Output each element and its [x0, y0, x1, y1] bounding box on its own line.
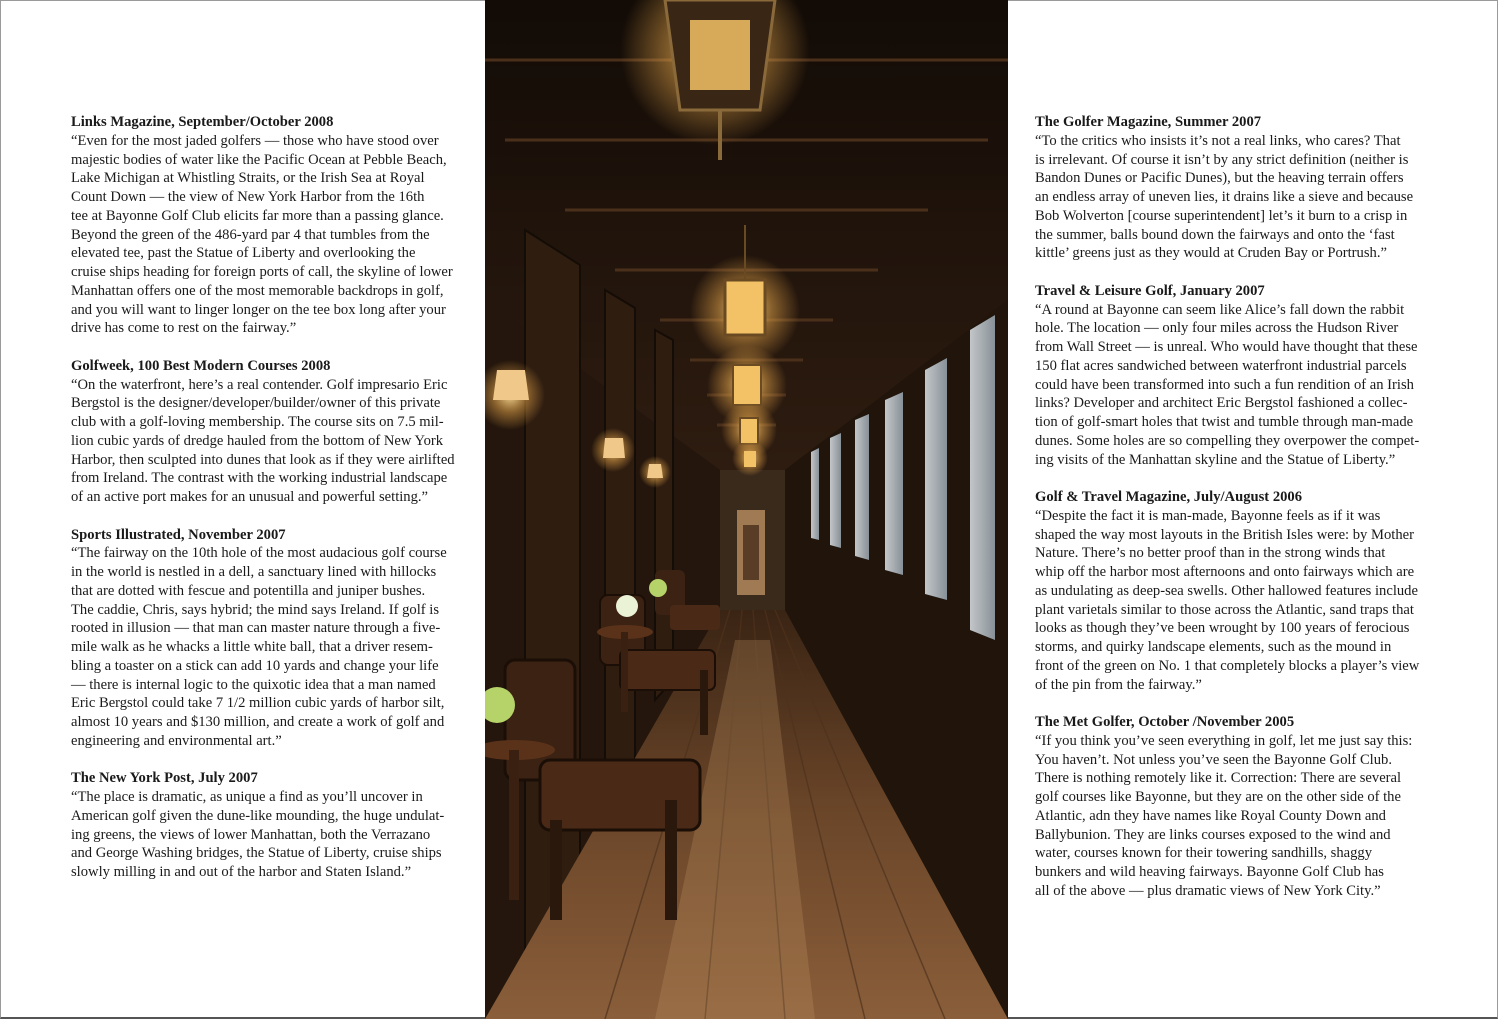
review-source: The Met Golfer, October /November 2005: [1035, 714, 1295, 730]
review-quote: “On the waterfront, here’s a real contender. Golf impresario Eric Bergstol is the designer/developer/builder/owner of this private club with a golf-loving membership. The course sits on 7.5 mil- lion cubic yards of dredge hauled from the bottom of New York Harbor, then sculpted into dunes that look as if they were airlifted from Ireland. The contrast with the working industrial landscape of an active port makes for an unusual and powerful setting.”: [71, 376, 455, 505]
review-quote: “A round at Bayonne can seem like Alice’s fall down the rabbit hole. The location — only four miles across the Hudson River from Wall Street — is unreal. Who would have thought that these 150 flat acres sandwiched between waterfront industrial parcels could have been transformed into such a fun rendition of an Irish links? Developer and architect Eric Bergstol fashioned a collec- tion of golf-smart holes that twist and tumble through man-made dunes. Some holes are so compelling they overpower the compet- ing visits of the Manhattan skyline and the Statue of Liberty.”: [1035, 301, 1420, 468]
review-source: Golfweek, 100 Best Modern Courses 2008: [71, 357, 331, 374]
review-quote: “If you think you’ve seen everything in golf, let me just say this: You haven’t. Not unless you’ve seen the Bayonne Golf Club. There is nothing remotely like it. Correction: There are several golf courses like Bayonne, but they are on the other side of the Atlantic, adn they have names like Royal County Down and Ballybunion. They are links courses exposed to the wind and water, courses known for their towering sandhills, shaggy bunkers and wild heaving fairways. Bayonne Golf Club has all of the above — plus dramatic views of New York City.”: [1035, 732, 1413, 899]
review: [71, 357, 466, 507]
review: [71, 769, 466, 882]
review: [1035, 282, 1430, 470]
hallway-photo: [485, 0, 1008, 1019]
review: [1035, 713, 1430, 901]
review-quote: “Despite the fact it is man-made, Bayonne feels as if it was shaped the way most layouts in the British Isles were: by Mother Nature. There’s no better proof than in the strong winds that whip off the harbor most afternoons and onto fairways which are as undulating as deep-sea swells. Other hallowed features include plant varietals similar to those across the Atlantic, sand traps that looks as though they’ve been wrought by 100 years of ferocious storms, and quirky landscape elements, such as the mound in front of the green on No. 1 that completely blocks a player’s view of the pin from the fairway.”: [1035, 507, 1420, 693]
review-source: The New York Post, July 2007: [71, 770, 258, 787]
chandelier-icon: [732, 440, 768, 476]
review: [1035, 113, 1430, 263]
review-source: Links Magazine, September/October 2008: [71, 114, 334, 130]
hall-end-doorway-inner: [743, 525, 759, 580]
review-quote: “The place is dramatic, as unique a find as you’ll uncover in American golf given the dune-like mounding, the huge undulat- ing greens, the views of lower Manhattan, both the Verrazano and George Washing bridges, the Statue of Liberty, cruise ships slowly milling in and out of the harbor and Staten Island.”: [71, 789, 445, 880]
review-source: Sports Illustrated, November 2007: [71, 526, 286, 543]
wall-sconce-icon: [639, 456, 671, 488]
wall-sconce-icon: [591, 428, 635, 472]
review: [71, 113, 466, 338]
hallway-illustration: [485, 0, 1008, 1019]
review-source: The Golfer Magazine, Summer 2007: [1035, 114, 1262, 130]
review-quote: “Even for the most jaded golfers — those who have stood over majestic bodies of water like the Pacific Ocean at Pebble Beach, Lake Michigan at Whistling Straits, or the Irish Sea at Royal Count Down — the view of New York Harbor from the 16th tee at Bayonne Golf Club elicits far more than a passing glance. Beyond the green of the 486-yard par 4 that tumbles from the elevated tee, past the Statue of Liberty and overlooking the cruise ships heading for foreign ports of call, the skyline of lower Manhattan offers one of the most memorable backdrops in golf, and you will want to linger longer on the tee box long after your drive has come to rest on the fairway.”: [71, 132, 453, 337]
review-source: Travel & Leisure Golf, January 2007: [1035, 282, 1265, 299]
review-quote: “The fairway on the 10th hole of the most audacious golf course in the world is nestled in a dell, a sanctuary lined with hillocks that are dotted with fescue and potentilla and juniper bushes. The caddie, Chris, says hybrid; the mind says Ireland. If golf is rooted in illusion — that man can master nature through a five- mile walk as he whacks a little white ball, that a driver resem- bling a toaster on a stick can add 10 yards and change your life — there is internal logic to the quixotic idea that a man named Eric Bergstol could take 7 1/2 million cubic yards of harbor silt, almost 10 years and $130 million, and create a work of golf and engineering and environmental art.”: [71, 545, 447, 749]
right-column: [1035, 113, 1430, 919]
review-source: Golf & Travel Magazine, July/August 2006: [1035, 489, 1303, 505]
review-quote: “To the critics who insists it’s not a real links, who cares? That is irrelevant. Of course it isn’t by any strict definition (neither is Bandon Dunes or Pacific Dunes), but the heaving terrain offers an endless array of uneven lies, it drains like a sieve and because Bob Wolverton [course superintendent] let’s it burn to a crisp in the summer, balls bound down the fairways and onto the ‘fast kittle’ greens just as they would at Cruden Bay or Portrush.”: [1035, 132, 1414, 262]
review: [1035, 488, 1430, 694]
left-column: [71, 113, 466, 901]
review: [71, 526, 466, 751]
